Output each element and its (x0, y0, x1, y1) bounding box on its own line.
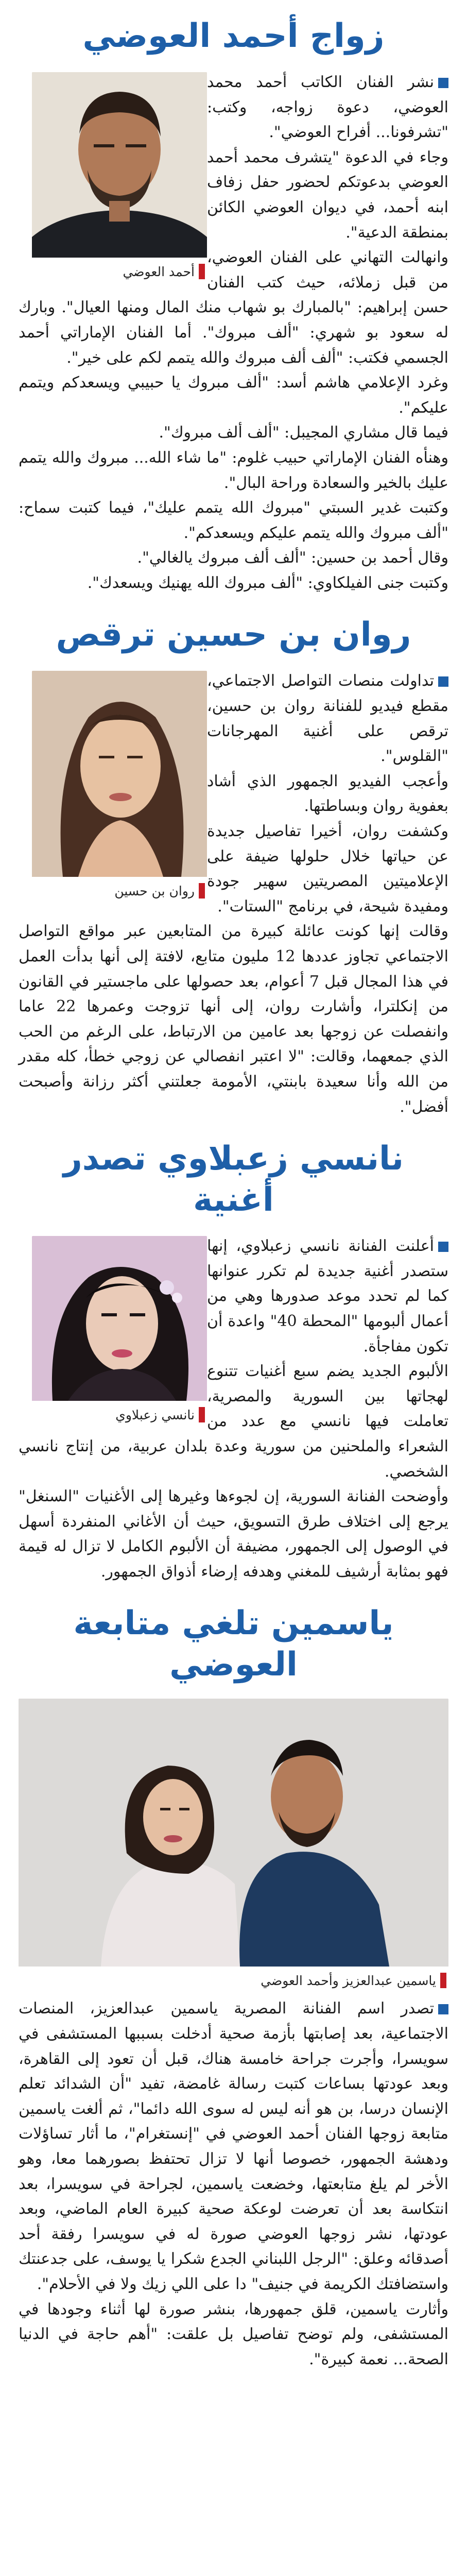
photo-caption (32, 260, 207, 279)
caption-text: ياسمين عبدالعزيز وأحمد العوضي (261, 1973, 436, 1988)
paragraph: وجاء في الدعوة "يتشرف محمد أحمد العوضي بدعوتكم لحضور حفل زفاف ابنه أحمد، في ديوان العوضي الكائن بمنطقة الدعية". (207, 148, 448, 242)
paragraph-marker (438, 1242, 448, 1252)
paragraph: وكتبت جنى الفيلكاوي: "ألف مبروك الله يهنيك ويسعدك". (87, 573, 448, 592)
paragraph: وكتبت غدير السبتي "مبروك الله يتمم عليك"، فيما كتبت سماح: "ألف مبروك والله يتمم عليكم ويسعدكم". (19, 499, 448, 542)
caption-marker (440, 1973, 446, 1988)
photo-caption (19, 1969, 448, 1988)
headline: نانسي زعبلاوي تصدر أغنية (63, 1140, 404, 1219)
paragraph: فيما قال مشاري المجيبل: "ألف ألف مبروك". (159, 423, 448, 442)
photo-box (32, 671, 207, 899)
paragraph: تداولت منصات التواصل الاجتماعي، مقطع فيديو للفنانة روان بن حسين، ترقص على أغنية المهرجانات "القلوس". (207, 672, 448, 766)
caption-text: نانسي زعبلاوي (115, 1407, 195, 1422)
paragraph: وأثارت ياسمين، قلق جمهورها، بنشر صورة لها أثناء وجودها في المستشفى، ولم توضح تفاصيل بل علقت: "أهم حاجة في الدنيا الصحة... نعمة كبيرة". (19, 2300, 448, 2368)
paragraph: وقال أحمد بن حسين: "ألف ألف مبروك يالغالي". (137, 549, 448, 567)
article-nancy-zaablawi (19, 1138, 448, 1584)
paragraph: أعلنت الفنانة نانسي زعبلاوي، إنها ستصدر أغنية جديدة لم تكرر عنوانها كما لم تحدد موعد صدورها وهي من أعمال ألبومها "المحطة 40" واعدة أن تكون مفاجأة. (207, 1237, 448, 1355)
couple-photo (19, 1699, 448, 1969)
photo-box (32, 72, 207, 279)
portrait-photo (32, 1236, 207, 1403)
paragraph-marker (438, 2004, 448, 2014)
couple-image (19, 1699, 448, 1967)
portrait-photo (32, 671, 207, 879)
paragraph: الألبوم الجديد يضم سبع أغنيات تتنوع لهجاتها بين السورية والمصرية، تعاملت فيها نانسي مع عدد من الشعراء والملحنين من سورية وعدة بلدان عربية، من إنتاج نانسي الشخصي. (19, 1362, 448, 1481)
portrait-photo (32, 72, 207, 260)
paragraph-marker (438, 676, 448, 687)
paragraph: تصدر اسم الفنانة المصرية ياسمين عبدالعزيز، المنصات الاجتماعية، بعد إصابتها بأزمة صحية أدخلت بسببها المستشفى في سويسرا، وأجرت جراحة خامسة هناك، قبل أن تعود إلى القاهرة، وبعد عودتها بساعات كتبت رسالة غامضة، تفيد "أن الشدائد تعلم الإنسان درسا، بن هو أنه ليس له سوى الله دائما"، ثم ألغت ياسمين متابعة زوجها الفنان أحمد العوضي في "إنستغرام"، ما أثار تساؤلات ودهشة الجمهور، خصوصا أنها لا تزال تحتفظ بصورهما معا، وهو الأخر لم يلغ متابعتها، وخضعت ياسمين، لجراحة في سويسرا، بعد انتكاسة بعد أن تعرضت لوعكة صحية كبيرة العام الماضي، وبعد عودتها، نشر زوجها العوضي صورة له في سويسرا رفقة أحد أصدقائه وعلق: "الرجل اللبناني الجدع شكرا يا يوسف، على جدعنتك واستضافتك الكريمة في جنيف" دا على اللي زيك ولا في الأحلام". (19, 1999, 448, 2293)
paragraph: وكشفت روان، أخيرا تفاصيل جديدة عن حياتها خلال حلولها ضيفة على الإعلاميتين المصريتين سهير جودة ومفيدة شيحة، في برنامج "الستات". (207, 822, 448, 916)
paragraph-marker (438, 78, 448, 88)
headline: ياسمين تلغي متابعة العوضي (73, 1604, 394, 1684)
caption-marker (199, 883, 205, 899)
photo-caption (32, 1403, 207, 1422)
paragraph: وهنأه الفنان الإماراتي حبيب غلوم: "ما شاء الله... مبروك والله يتمم عليك بالخير والسعادة وراحة البال". (19, 448, 448, 492)
article-body (19, 1996, 448, 2372)
headline: زواج أحمد العوضي (82, 17, 385, 55)
caption-marker (199, 264, 205, 279)
article-ahmed-awadi-wedding (19, 15, 448, 596)
paragraph: وأعجب الفيديو الجمهور الذي أشاد بعفوية روان وبساطتها. (207, 772, 448, 816)
paragraph: وأوضحت الفنانة السورية، إن لجوءها وغيرها إلى الأغنيات "السنغل" يرجع إلى اختلاف طرق التسويق، حيث أن الأغاني المنفردة أسهل في الوصول إلى الجمهور، مضيفة أن الألبوم الكامل لا تزال له قيمة فهو بمثابة أرشيف للمغني وهدفه إرضاء أذواق الجمهور. (19, 1487, 448, 1581)
photo-box (19, 1699, 448, 1988)
photo-box (32, 1236, 207, 1422)
paragraph: وانهالت التهاني على الفنان العوضي، من قبل زملائه، حيث كتب الفنان حسن إبراهيم: "بالمبارك بو شهاب منك المال ومنها العيال". وبارك له سعود بو شهري: "ألف مبروك". أما الفنان الإماراتي أحمد الجسمي فكتب: "ألف ألف مبروك والله يتمم لكم على خير". (19, 248, 448, 367)
caption-text: روان بن حسين (114, 883, 195, 899)
woman-portrait-image (32, 1236, 207, 1401)
caption-text: أحمد العوضي (123, 264, 195, 279)
photo-caption (32, 879, 207, 899)
article-yasmin-unfollows (19, 1603, 448, 2372)
paragraph: نشر الفنان الكاتب أحمد محمد العوضي، دعوة زواجه، وكتب: "تشرفونا... أفراح العوضي". (207, 73, 448, 142)
paragraph: وقالت إنها كونت عائلة كبيرة من المتابعين عبر مواقع التواصل الاجتماعي تجاوز عددها 12 مليون متابع، لافتة إلى أنها بدأت العمل في هذا المجال قبل 7 أعوام، بعد حصولها على ماجستير في القانون من إنكلترا، وأشارت روان، إلى أنها تزوجت وعمرها 22 عاما وانفصلت عن زوجها بعد عامين من الارتباط، على الرغم من الحب الذي جمعهما، وقالت: "لا اعتبر انفصالي عن زوجي خطأ، كله مقدر من الله وأنا سعيدة بابنتي، الأمومة جعلتني أكثر رزانة وأصبحت أفضل". (19, 922, 448, 1116)
caption-marker (199, 1407, 205, 1422)
article-rawan-bin-hussain (19, 614, 448, 1120)
woman-portrait-image (32, 671, 207, 877)
headline: روان بن حسين ترقص (56, 616, 411, 654)
paragraph: وغرد الإعلامي هاشم أسد: "ألف مبروك يا حبيبي ويسعدكم ويتمم عليكم". (19, 374, 448, 417)
man-portrait-image (32, 72, 207, 258)
